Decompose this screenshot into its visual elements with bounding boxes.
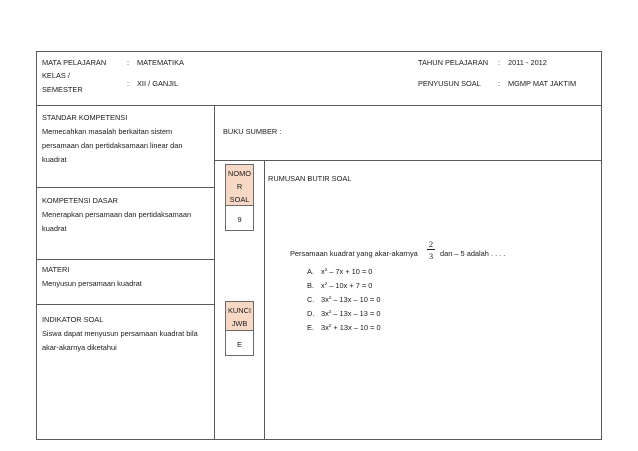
subject-separator: : bbox=[127, 58, 130, 67]
answer-options bbox=[307, 263, 507, 333]
option-letter: E. bbox=[307, 323, 314, 332]
subject-value: MATEMATIKA bbox=[137, 58, 184, 67]
standar-kompetensi-section bbox=[36, 106, 214, 187]
nomor-value: 9 bbox=[237, 215, 242, 224]
class-label-line1: KELAS / bbox=[42, 71, 70, 80]
year-value: 2011 - 2012 bbox=[508, 58, 547, 67]
option-text: $3x^2 - 13x - 10 = 0$ bbox=[321, 295, 381, 304]
kd-title: KOMPETENSI DASAR bbox=[42, 196, 118, 205]
author-label: PENYUSUN SOAL bbox=[418, 79, 481, 88]
nomor-label-line3: SOAL bbox=[229, 195, 250, 204]
year-label: TAHUN PELAJARAN bbox=[418, 58, 489, 67]
kd-text-line2: kuadrat bbox=[42, 224, 67, 233]
buku-sumber-divider bbox=[214, 160, 602, 161]
nomor-soal-value bbox=[225, 205, 254, 231]
kunci-jawaban-value bbox=[225, 330, 254, 356]
option-letter: D. bbox=[307, 309, 315, 318]
kompetensi-dasar-section bbox=[36, 188, 214, 259]
option-letter: A. bbox=[307, 267, 314, 276]
header bbox=[0, 0, 638, 105]
author-separator: : bbox=[498, 79, 501, 88]
indikator-text-line2: akar-akarnya diketahui bbox=[42, 343, 117, 352]
year-separator: : bbox=[498, 58, 501, 67]
stem-text-before: Persamaan kuadrat yang akar-akarnya bbox=[290, 249, 418, 258]
kunci-label-line2: JWB bbox=[231, 319, 248, 328]
column-divider-left bbox=[214, 105, 215, 440]
kunci-label-line1: KUNCI bbox=[228, 306, 251, 315]
materi-text: Menyusun persamaan kuadrat bbox=[42, 279, 142, 288]
class-label-line2: SEMESTER bbox=[42, 85, 83, 94]
frame-bottom bbox=[36, 439, 602, 440]
stem-text-after: dan – 5 adalah . . . . bbox=[440, 249, 506, 258]
subject-label: MATA PELAJARAN bbox=[42, 58, 107, 67]
option-text: $x^2 - 7x + 10 = 0$ bbox=[321, 267, 373, 276]
fraction-denominator: 3 bbox=[428, 251, 434, 261]
kunci-value: E bbox=[237, 340, 242, 349]
option-text: $3x^2 - 13x - 13 = 0$ bbox=[321, 309, 381, 318]
indikator-text-line1: Siswa dapat menyusun persamaan kuadrat bila bbox=[42, 329, 198, 338]
option-letter: C. bbox=[307, 295, 315, 304]
materi-title: MATERI bbox=[42, 265, 70, 274]
nomor-label-line1: NOMO bbox=[228, 169, 251, 178]
sk-text-line3: kuadrat bbox=[42, 155, 67, 164]
sk-title: STANDAR KOMPETENSI bbox=[42, 113, 128, 122]
fraction-numerator: 2 bbox=[428, 239, 434, 249]
buku-sumber-label: BUKU SUMBER : bbox=[223, 127, 282, 136]
nomor-label-line2: R bbox=[236, 182, 243, 191]
kd-text-line1: Menerapkan persamaan dan pertidaksamaan bbox=[42, 210, 192, 219]
indikator-title: INDIKATOR SOAL bbox=[42, 315, 104, 324]
class-separator: : bbox=[127, 79, 130, 88]
class-value: XII / GANJIL bbox=[137, 79, 179, 88]
frame-right bbox=[601, 51, 602, 440]
column-divider-right bbox=[264, 160, 265, 440]
materi-section bbox=[36, 260, 214, 304]
rumusan-butir-soal-heading: RUMUSAN BUTIR SOAL bbox=[268, 174, 352, 183]
option-text: $x^2 - 10x + 7 = 0$ bbox=[321, 281, 373, 290]
indikator-soal-section bbox=[36, 305, 214, 439]
fraction-bar bbox=[427, 249, 435, 250]
author-value: MGMP MAT JAKTIM bbox=[508, 79, 577, 88]
sk-text-line1: Memecahkan masalah berkaitan sistem bbox=[42, 127, 173, 136]
option-letter: B. bbox=[307, 281, 314, 290]
nomor-soal-label bbox=[225, 164, 254, 206]
sk-text-line2: persamaan dan pertidaksamaan linear dan bbox=[42, 141, 183, 150]
kunci-jawaban-label bbox=[225, 301, 254, 331]
option-text: $3x^2 + 13x - 10 = 0$ bbox=[321, 323, 381, 332]
